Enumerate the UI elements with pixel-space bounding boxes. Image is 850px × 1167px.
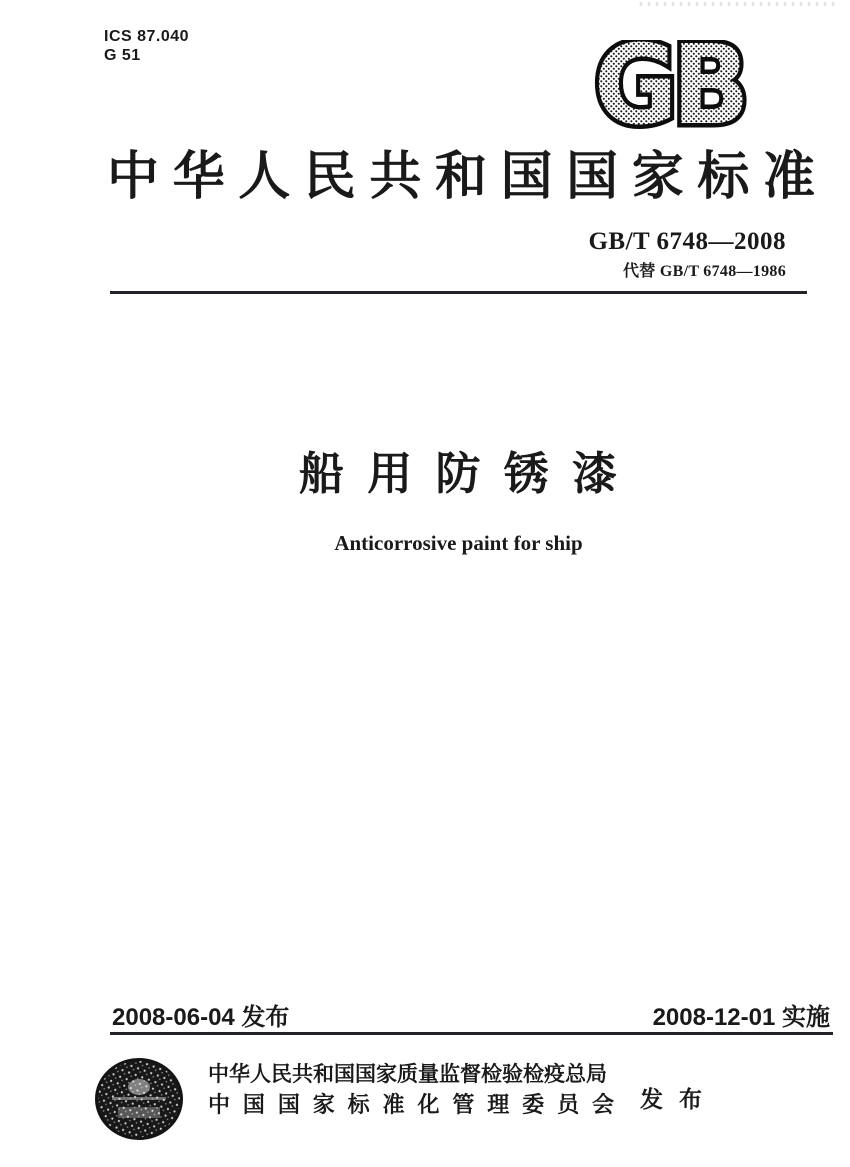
header-divider (110, 291, 807, 294)
standard-code: GB/T 6748—2008 (588, 228, 786, 255)
issue-date: 2008-06-04 发布 (112, 1004, 290, 1031)
scan-noise (640, 2, 840, 6)
implementation-date: 2008-12-01 实施 (652, 1004, 830, 1031)
publish-label: 发 布 (640, 1086, 702, 1112)
issuer-secondary: 中 国 国 家 标 准 化 管 理 委 员 会 (208, 1092, 614, 1117)
issuer-primary: 中华人民共和国国家质量监督检验检疫总局 (208, 1063, 607, 1086)
document-title-en: Anticorrosive paint for ship (334, 531, 583, 555)
dates-row (112, 1005, 830, 1031)
ics-classification (104, 27, 189, 65)
national-standard-heading: 中 华 人 民 共 和 国 国 家 标 准 (107, 149, 815, 206)
gb-logo-text: GB (594, 40, 744, 130)
state-seal-icon (95, 1058, 183, 1140)
standard-number-block (588, 228, 786, 281)
gb-logo (590, 40, 748, 130)
footer-divider (110, 1032, 833, 1035)
ics-code: ICS 87.040 (104, 28, 190, 45)
replaces-note: 代替 GB/T 6748—1986 (622, 263, 786, 280)
issuer-block (208, 1062, 614, 1118)
document-title-cn: 船 用 防 锈 漆 (299, 448, 617, 499)
category-code: G 51 (104, 47, 141, 64)
